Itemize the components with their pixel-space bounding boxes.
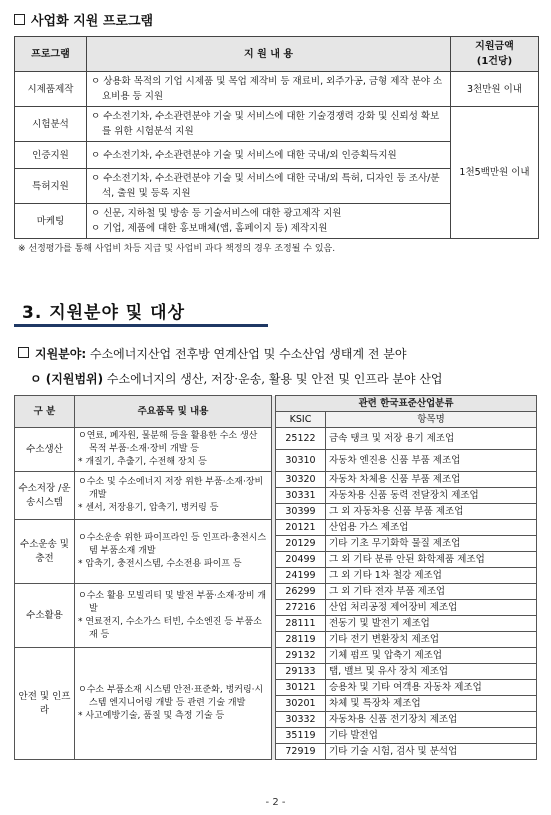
program-name: 특허지원	[15, 169, 87, 204]
support-field-table	[14, 395, 537, 760]
support-field-label: 지원분야:	[35, 347, 87, 361]
ksic-code: 28119	[276, 632, 326, 648]
ksic-name: 기타 기술 시험, 검사 및 분석업	[326, 744, 537, 760]
ksic-name: 승용차 및 기타 여객용 자동차 제조업	[326, 680, 537, 696]
category-cell: 수소운송 및 충전	[15, 520, 75, 584]
ksic-name: 그 외 기타 1차 철강 제조업	[326, 568, 537, 584]
ksic-code: 25122	[276, 428, 326, 450]
category-cell: 안전 및 인프라	[15, 648, 75, 760]
program-name: 시제품제작	[15, 72, 87, 107]
program-name: 인증지원	[15, 142, 87, 169]
support-scope-line	[30, 370, 443, 387]
ksic-name: 그 외 자동차용 신품 부품 제조업	[326, 504, 537, 520]
section-heading: 3. 지원분야 및 대상	[22, 303, 185, 323]
ksic-code: 30201	[276, 696, 326, 712]
ksic-code: 30121	[276, 680, 326, 696]
items-cell: ㅇ연료, 폐자원, 물분해 등을 활용한 수소 생산 목적 부품·소재·장비 개발 등 * 개질기, 추출기, 수전해 장치 등	[75, 428, 272, 472]
table-row	[15, 472, 537, 488]
ksic-name: 전동기 및 발전기 제조업	[326, 616, 537, 632]
header-ksic-group: 관련 한국표준산업분류	[276, 396, 537, 412]
ksic-code: 30310	[276, 450, 326, 472]
program-content: ㅇ 수소전기차, 수소관련분야 기술 및 서비스에 대한 국내/외 특허, 디자인 등 조사/분석, 출원 및 등록 지원	[87, 169, 451, 204]
table-row	[15, 107, 539, 142]
category-cell: 수소생산	[15, 428, 75, 472]
ksic-code: 72919	[276, 744, 326, 760]
category-cell: 수소저장 /운송시스템	[15, 472, 75, 520]
funding-note: ※ 선정평가를 통해 사업비 차등 지급 및 사업비 과다 책정의 경우 조정될 수 있음.	[18, 244, 336, 254]
header-content: 지 원 내 용	[87, 37, 451, 72]
category-cell: 수소활용	[15, 584, 75, 648]
ksic-code: 30331	[276, 488, 326, 504]
program-name: 마케팅	[15, 204, 87, 239]
table-row	[15, 584, 537, 600]
ksic-name: 금속 탱크 및 저장 용기 제조업	[326, 428, 537, 450]
header-ksic: KSIC	[276, 412, 326, 428]
section-title-text: 사업화 지원 프로그램	[31, 14, 154, 29]
ksic-code: 35119	[276, 728, 326, 744]
program-content: ㅇ 수소전기차, 수소관련분야 기술 및 서비스에 대한 국내/외 인증획득지원	[87, 142, 451, 169]
page-number: - 2 -	[265, 797, 286, 808]
support-scope-text: 수소에너지의 생산, 저장·운송, 활용 및 안전 및 인프라 분야 산업	[103, 372, 443, 386]
ksic-name: 자동차용 신품 전기장치 제조업	[326, 712, 537, 728]
table-row	[15, 72, 539, 107]
ksic-name: 기체 펌프 및 압축기 제조업	[326, 648, 537, 664]
ksic-code: 26299	[276, 584, 326, 600]
program-content: ㅇ 상용화 목적의 기업 시제품 및 목업 제작비 등 재료비, 외주가공, 금형 제작 분야 소요비용 등 지원	[87, 72, 451, 107]
ksic-name: 차체 및 특장차 제조업	[326, 696, 537, 712]
support-field-line	[18, 345, 407, 362]
ksic-code: 20121	[276, 520, 326, 536]
ksic-code: 20129	[276, 536, 326, 552]
ksic-code: 27216	[276, 600, 326, 616]
header-ksic-name: 항목명	[326, 412, 537, 428]
items-cell: ㅇ수소 부품소재 시스템 안전·표준화, 벙커링·시스템 엔지니어링 개발 등 관련 기술 개발 * 사고예방기술, 품질 및 측정 기술 등	[75, 648, 272, 760]
table-row	[15, 648, 537, 664]
ksic-name: 산업 처리공정 제어장비 제조업	[326, 600, 537, 616]
header-items: 주요품목 및 내용	[75, 396, 272, 428]
amount-cell: 3천만원 이내	[451, 72, 539, 107]
ksic-code: 20499	[276, 552, 326, 568]
items-cell: ㅇ수소운송 위한 파이프라인 등 인프라·충전시스템 부품소재 개발 * 압축기, 충전시스템, 수소전용 파이프 등	[75, 520, 272, 584]
table-header-row	[15, 37, 539, 72]
ksic-name: 자동차 엔진용 신품 부품 제조업	[326, 450, 537, 472]
ksic-code: 30399	[276, 504, 326, 520]
ksic-name: 자동차 차체용 신품 부품 제조업	[326, 472, 537, 488]
ksic-name: 기타 발전업	[326, 728, 537, 744]
ksic-name: 자동차용 신품 동력 전달장치 제조업	[326, 488, 537, 504]
ksic-code: 29132	[276, 648, 326, 664]
checkbox-square-icon	[14, 14, 25, 25]
heading-underline	[14, 324, 268, 327]
ksic-code: 30320	[276, 472, 326, 488]
ksic-code: 29133	[276, 664, 326, 680]
ksic-name: 그 외 기타 전자 부품 제조업	[326, 584, 537, 600]
support-field-text: 수소에너지산업 전후방 연계산업 및 수소산업 생태계 전 분야	[86, 347, 407, 361]
checkbox-square-icon	[18, 347, 29, 358]
section-title-business-support	[14, 10, 153, 29]
ksic-name: 산업용 가스 제조업	[326, 520, 537, 536]
support-scope-label: ㅇ (지원범위)	[30, 372, 104, 386]
ksic-name: 기타 전기 변환장치 제조업	[326, 632, 537, 648]
program-content: ㅇ 수소전기차, 수소관련분야 기술 및 서비스에 대한 기술경쟁력 강화 및 신뢰성 확보를 위한 시험분석 지원	[87, 107, 451, 142]
ksic-name: 탭, 밸브 및 유사 장치 제조업	[326, 664, 537, 680]
ksic-name: 기타 기초 무기화학 물질 제조업	[326, 536, 537, 552]
items-cell: ㅇ수소 및 수소에너지 저장 위한 부품·소재·장비 개발 * 센서, 저장용기, 압축기, 벙커링 등	[75, 472, 272, 520]
ksic-code: 28111	[276, 616, 326, 632]
support-program-table	[14, 36, 539, 239]
ksic-code: 24199	[276, 568, 326, 584]
ksic-code: 30332	[276, 712, 326, 728]
table-header-row	[15, 396, 537, 412]
table-row	[15, 520, 537, 536]
header-category: 구 분	[15, 396, 75, 428]
header-program: 프로그램	[15, 37, 87, 72]
items-cell: ㅇ수소 활용 모빌리티 및 발전 부품·소재·장비 개발 * 연료전지, 수소가스 터빈, 수소엔진 등 부품소재 등	[75, 584, 272, 648]
amount-cell: 1천5백만원 이내	[451, 107, 539, 239]
program-content: ㅇ 신문, 지하철 및 방송 등 기술서비스에 대한 광고제작 지원 ㅇ 기업, 제품에 대한 홍보매체(앱, 홈페이지 등) 제작지원	[87, 204, 451, 239]
table-row	[15, 428, 537, 450]
program-name: 시험분석	[15, 107, 87, 142]
header-amount: 지원금액 (1건당)	[451, 37, 539, 72]
ksic-name: 그 외 기타 분류 안된 화학제품 제조업	[326, 552, 537, 568]
